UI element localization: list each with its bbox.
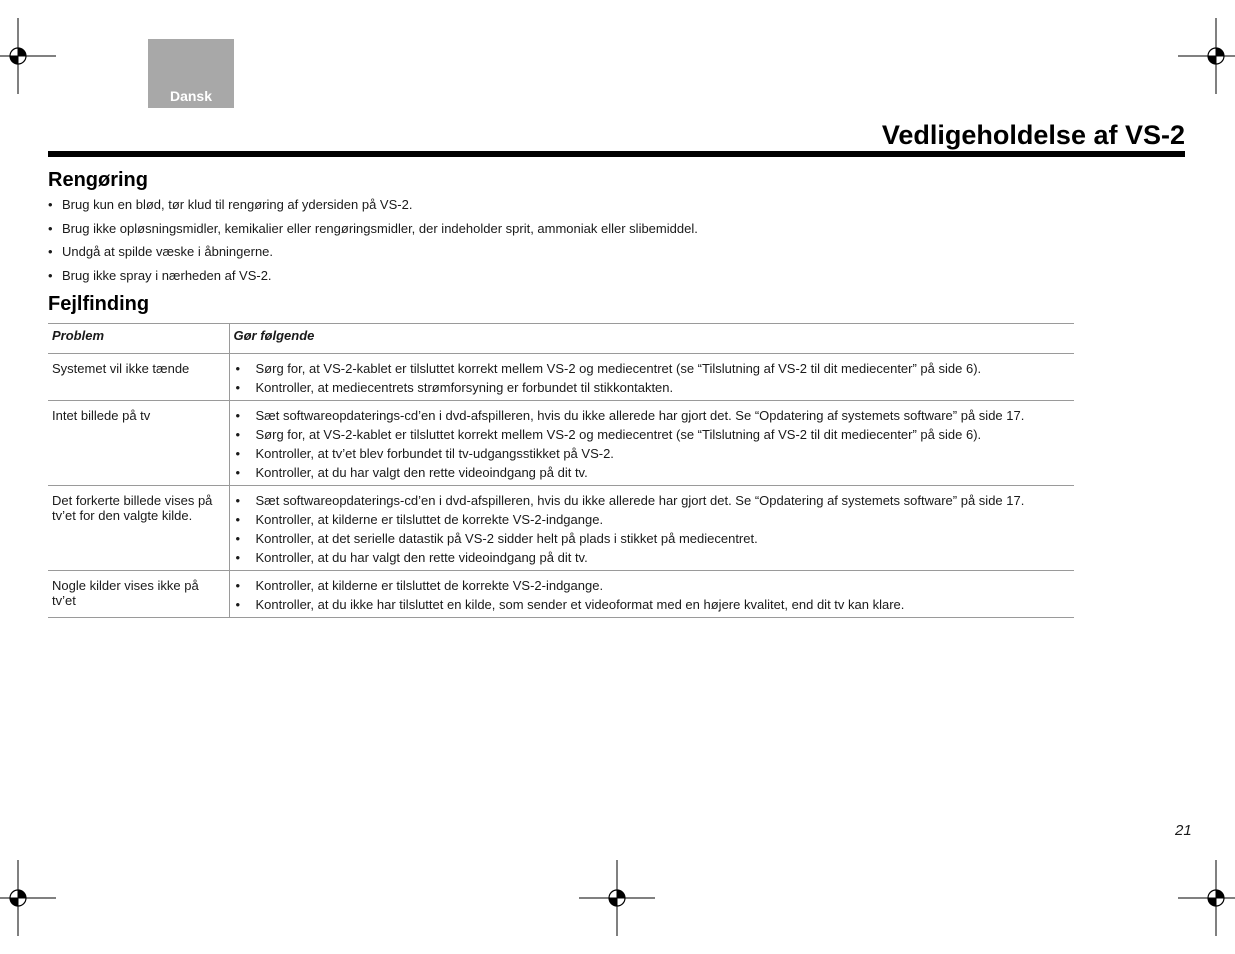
- registration-mark-icon: [1178, 18, 1235, 94]
- table-row: [48, 486, 1074, 571]
- cleaning-list: [48, 197, 1148, 291]
- problem-cell: Systemet vil ikke tænde: [48, 354, 229, 401]
- title-rule: [48, 151, 1185, 157]
- action-item: • Kontroller, at du ikke har tilsluttet en kilde, som sender et videoformat med en højere kvalitet, end dit tv kan klare.: [234, 597, 1071, 612]
- action-item: • Kontroller, at kilderne er tilsluttet de korrekte VS-2-indgange.: [234, 512, 1071, 527]
- registration-mark-icon: [579, 860, 655, 936]
- action-item: • Sørg for, at VS-2-kablet er tilsluttet korrekt mellem VS-2 og mediecentret (se “Tilslutning af VS-2 til dit mediecenter” på side 6).: [234, 427, 1071, 442]
- action-item: • Kontroller, at tv’et blev forbundet til tv-udgangsstikket på VS-2.: [234, 446, 1071, 461]
- language-tab: Dansk: [148, 39, 234, 108]
- action-item: • Kontroller, at det serielle datastik på VS-2 sidder helt på plads i stikket på mediecentret.: [234, 531, 1071, 546]
- action-cell: [229, 354, 1074, 401]
- problem-cell: Nogle kilder vises ikke på tv’et: [48, 571, 229, 618]
- action-item: • Sæt softwareopdaterings-cd’en i dvd-afspilleren, hvis du ikke allerede har gjort det. Se “Opdatering af systemets software” på side 17.: [234, 408, 1071, 423]
- action-cell: [229, 486, 1074, 571]
- registration-mark-icon: [0, 18, 56, 94]
- action-item: • Sæt softwareopdaterings-cd’en i dvd-afspilleren, hvis du ikke allerede har gjort det. Se “Opdatering af systemets software” på side 17.: [234, 493, 1071, 508]
- table-row: [48, 571, 1074, 618]
- table-row: [48, 401, 1074, 486]
- column-header-action: Gør følgende: [229, 324, 1074, 354]
- action-cell: [229, 571, 1074, 618]
- table-header-row: [48, 324, 1074, 354]
- action-item: • Kontroller, at du har valgt den rette videoindgang på dit tv.: [234, 550, 1071, 565]
- troubleshooting-table: [48, 323, 1074, 618]
- action-item: • Kontroller, at kilderne er tilsluttet de korrekte VS-2-indgange.: [234, 578, 1071, 593]
- page-number: 21: [1175, 822, 1192, 839]
- problem-cell: Det forkerte billede vises på tv’et for den valgte kilde.: [48, 486, 229, 571]
- problem-cell: Intet billede på tv: [48, 401, 229, 486]
- action-item: • Kontroller, at du har valgt den rette videoindgang på dit tv.: [234, 465, 1071, 480]
- registration-mark-icon: [0, 860, 56, 936]
- column-header-problem: Problem: [48, 324, 229, 354]
- action-cell: [229, 401, 1074, 486]
- list-item: • Brug ikke opløsningsmidler, kemikalier eller rengøringsmidler, der indeholder sprit, ammoniak eller slibemiddel.: [48, 220, 698, 236]
- action-item: • Kontroller, at mediecentrets strømforsyning er forbundet til stikkontakten.: [234, 380, 1071, 395]
- list-item: • Brug ikke spray i nærheden af VS-2.: [48, 267, 272, 283]
- page-title: Vedligeholdelse af VS-2: [881, 120, 1185, 150]
- troubleshooting-heading: Fejlfinding: [48, 293, 150, 315]
- cleaning-heading: Rengøring: [48, 169, 148, 191]
- registration-mark-icon: [1178, 860, 1235, 936]
- action-item: • Sørg for, at VS-2-kablet er tilsluttet korrekt mellem VS-2 og mediecentret (se “Tilslutning af VS-2 til dit mediecenter” på side 6).: [234, 361, 1071, 376]
- list-item: • Undgå at spilde væske i åbningerne.: [48, 244, 274, 260]
- table-row: [48, 354, 1074, 401]
- list-item: • Brug kun en blød, tør klud til rengøring af ydersiden på VS-2.: [48, 197, 413, 212]
